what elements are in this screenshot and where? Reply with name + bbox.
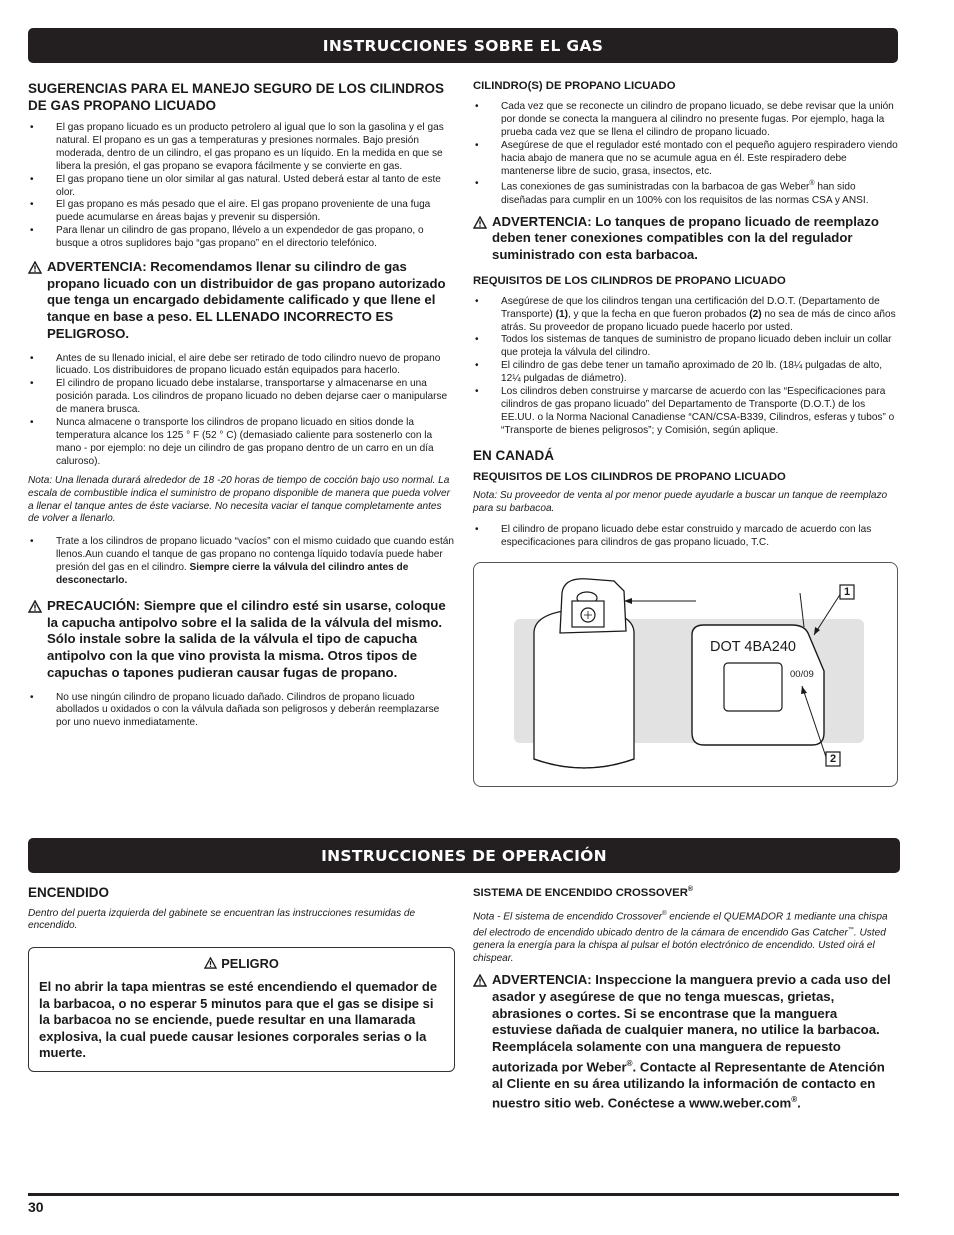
cylinder-illustration bbox=[473, 562, 898, 787]
canada-note: Nota: Su proveedor de venta al por menor puede ayudarle a buscar un tanque de reemplazo para su barbacoa. bbox=[473, 490, 888, 515]
cylinder-handling-list bbox=[28, 353, 455, 469]
propane-facts-list bbox=[28, 122, 455, 251]
list-item: • Las conexiones de gas suministradas con la barbacoa de gas Weber® han sido diseñadas para cumplir en un 100% con los requisitos de las normas CSA y ANSI. bbox=[473, 178, 898, 207]
list-item: • El cilindro de propano licuado debe instalarse, transportarse y almacenarse en una posición parada. Los cilindros de propano licuado no deben dejarse caer o manipularse de manera brusca. bbox=[28, 378, 455, 417]
list-item: • Los cilindros deben construirse y marcarse de acuerdo con las “Especificaciones para cilindros de gas propano licuado” del Departamento de Transporte (D.O.T.) de los EE.UU. o la Norma Nacional Canadiense “CAN/CSA-B339, Cilindros, esferas y tubos” o “Transporte de bienes peligrosos”; y Comisión, según aplique. bbox=[473, 386, 898, 438]
dot-certification-label: DOT 4BA240 bbox=[710, 639, 796, 655]
list-item: • No use ningún cilindro de propano licuado dañado. Cilindros de propano licuado abollados u oxidados o con la válvula dañada son peligrosos y deberán reemplazarse por uno nuevo inmediatamente. bbox=[28, 692, 455, 731]
warning-icon bbox=[28, 261, 42, 274]
list-item: • Todos los sistemas de tanques de suministro de propano licuado deben incluir un collar que proteja la válvula del cilindro. bbox=[473, 334, 898, 360]
crossover-heading: SISTEMA DE ENCENDIDO CROSSOVER® bbox=[473, 886, 694, 899]
warning-icon bbox=[204, 957, 217, 969]
gas-right-column bbox=[473, 79, 898, 550]
danger-title: PELIGRO bbox=[39, 956, 444, 971]
gas-left-column bbox=[28, 81, 455, 730]
canada-list bbox=[473, 524, 898, 550]
canada-requirements-subheading: REQUISITOS DE LOS CILINDROS DE PROPANO LICUADO bbox=[473, 471, 786, 484]
callout-1: 1 bbox=[843, 586, 851, 598]
list-item: • El cilindro de gas debe tener un tamaño aproximado de 20 lb. (18¼ pulgadas de alto, 12¼ pulgadas de diámetro). bbox=[473, 360, 898, 386]
list-item: • El cilindro de propano licuado debe estar construido y marcado de acuerdo con las especificaciones para cilindros de gas propano licuado, T.C. bbox=[473, 524, 898, 550]
list-item: • El gas propano es más pesado que el aire. El gas propano proveniente de una fuga puede acumularse en áreas bajas y prevenir su dispersión. bbox=[28, 199, 455, 225]
cylinder-requirements-list bbox=[473, 296, 898, 438]
warning-icon bbox=[473, 216, 487, 229]
ignition-heading: ENCENDIDO bbox=[28, 885, 110, 900]
lp-cylinder-list bbox=[473, 101, 898, 208]
list-item: • Nunca almacene o transporte los cilindros de propano licuado en sitios donde la temperatura alcance los 125 ° F (52 ° C) (demasiado caliente para sostenerlo con la mano - por ejemplo: no deje un cilindro de gas propano dentro de un carro en un día caluroso). bbox=[28, 417, 455, 469]
danger-text: El no abrir la tapa mientras se esté encendiendo el quemador de la barbacoa, o no esperar 5 minutos para que el gas se disipe si la barbacoa no se enciende, puede resultar en una llamarada explosiva, la cual puede causar lesiones corporales serias o la muerte. bbox=[39, 979, 438, 1061]
cylinder-requirements-subheading: REQUISITOS DE LOS CILINDROS DE PROPANO LICUADO bbox=[473, 274, 786, 287]
list-item: • El gas propano tiene un olor similar al gas natural. Usted deberá estar al tanto de este olor. bbox=[28, 174, 455, 200]
operation-section-banner: INSTRUCCIONES DE OPERACIÓN bbox=[28, 838, 900, 873]
filling-warning: ADVERTENCIA: Recomendamos llenar su cilindro de gas propano licuado con un distribuidor de gas propano autorizado que tenga un encargado debidamente calificado y que llene el tanque en base a peso. EL LLENADO INCORRECTO ES PELIGROSO. bbox=[28, 259, 455, 343]
footer-rule bbox=[28, 1193, 899, 1196]
page-number: 30 bbox=[28, 1199, 44, 1215]
list-item: • Cada vez que se reconecte un cilindro de propano licuado, se debe revisar que la unión por donde se conecta la manguera al cilindro no presente fugas. Por ejemplo, haga la prueba cada vez que se llena el cilindro de propano licuado. bbox=[473, 101, 898, 140]
warning-icon bbox=[473, 974, 487, 987]
gas-section-banner: INSTRUCCIONES SOBRE EL GAS bbox=[28, 28, 898, 63]
crossover-note: Nota - El sistema de encendido Crossover® enciende el QUEMADOR 1 mediante una chispa del electrodo de encendido ubicado dentro de la cámara de encendido Gas Catcher™. Usted genera la energía para la chispa al pulsar el botón electrónico de encendido. Usted oirá el chispear. bbox=[473, 910, 888, 965]
callout-2: 2 bbox=[829, 753, 837, 765]
empty-cylinder-list bbox=[28, 536, 455, 588]
list-item: • El gas propano licuado es un producto petrolero al igual que lo son la gasolina y el gas natural. El propano es un gas a temperaturas y presiones normales. Bajo presión moderada, dentro de un cilindro, el gas propano es un líquido. En la medida en que se libera la presión, el gas propano se evapora fácilmente y se convierte en gas. bbox=[28, 122, 455, 174]
canada-heading: EN CANADÁ bbox=[473, 447, 554, 463]
list-item: • Trate a los cilindros de propano licuado “vacíos” con el mismo cuidado que cuando están llenos.Aun cuando el tanque de gas propano no contenga líquido todavía puede haber presión del gas en el cilindro. Siempre cierre la válvula del cilindro antes de desconectarlo. bbox=[28, 536, 455, 588]
damaged-cylinder-list bbox=[28, 692, 455, 731]
replacement-tank-warning: ADVERTENCIA: Lo tanques de propano licuado de reemplazo deben tener conexiones compatibles con la del regulador suministrado con esta barbacoa. bbox=[473, 214, 898, 264]
list-item: • Asegúrese de que el regulador esté montado con el pequeño agujero respiradero viendo hacia abajo de manera que no se acumule agua en él. Este respiradero debe mantenerse libre de sucio, grasa, insectos, etc. bbox=[473, 140, 898, 179]
list-item: • Para llenar un cilindro de gas propano, llévelo a un expendedor de gas propano, o busque a otros suplidores bajo “gas propano” en el directorio telefónico. bbox=[28, 225, 455, 251]
safe-handling-heading: SUGERENCIAS PARA EL MANEJO SEGURO DE LOS CILINDROS DE GAS PROPANO LICUADO bbox=[28, 81, 445, 113]
hose-inspection-warning: ADVERTENCIA: Inspeccione la manguera previo a cada uso del asador y asegúrese de que no tenga muescas, grietas, abrasiones o cortes. Si se encontrase que la manguera estuviese dañada de cualquier manera, no utilice la barbacoa. Reemplácela solamente con una manguera de repuesto autorizada por Weber®. Contacte al Representante de Atención al Cliente en su área utilizando la información de contacto en nuestro sitio web. Conéctese a www.weber.com®. bbox=[473, 972, 898, 1112]
danger-box bbox=[28, 947, 455, 1072]
list-item: • Antes de su llenado inicial, el aire debe ser retirado de todo cilindro nuevo de propano licuado. Los distribuidores de propano licuado están equipados para hacerlo. bbox=[28, 353, 455, 379]
list-item: • Asegúrese de que los cilindros tengan una certificación del D.O.T. (Departamento de Transporte) (1), y que la fecha en que fueron probados (2) no sea de más de cinco años atrás. Su proveedor de propano licuado puede hacerlo por usted. bbox=[473, 296, 898, 335]
operation-left-column bbox=[28, 885, 455, 933]
test-date-label: 00/09 bbox=[790, 669, 814, 680]
dust-cap-caution: PRECAUCIÓN: Siempre que el cilindro esté sin usarse, coloque la capucha antipolvo sobre el la salida de la válvula del mismo. Sólo instale sobre la salida de la válvula el tipo de capucha antipolvo con la que vino provista la misma. Otros tipos de capuchas o tapones pudieran causar fugas de propano. bbox=[28, 598, 455, 682]
operation-right-column bbox=[473, 883, 898, 1113]
ignition-note: Dentro del puerta izquierda del gabinete se encuentran las instrucciones resumidas de encendido. bbox=[28, 907, 416, 932]
warning-icon bbox=[28, 600, 42, 613]
fill-duration-note: Nota: Una llenada durará alrededor de 18 -20 horas de tiempo de cocción bajo uso normal. La escala de combustible indica el suministro de propano disponible de manera que pueda volver a llenar el tanque antes de éste vaciarse. No necesita vaciar el tanque completamente antes de volver a llenarlo. bbox=[28, 474, 450, 525]
lp-cylinder-subheading: CILINDRO(S) DE PROPANO LICUADO bbox=[473, 80, 676, 92]
